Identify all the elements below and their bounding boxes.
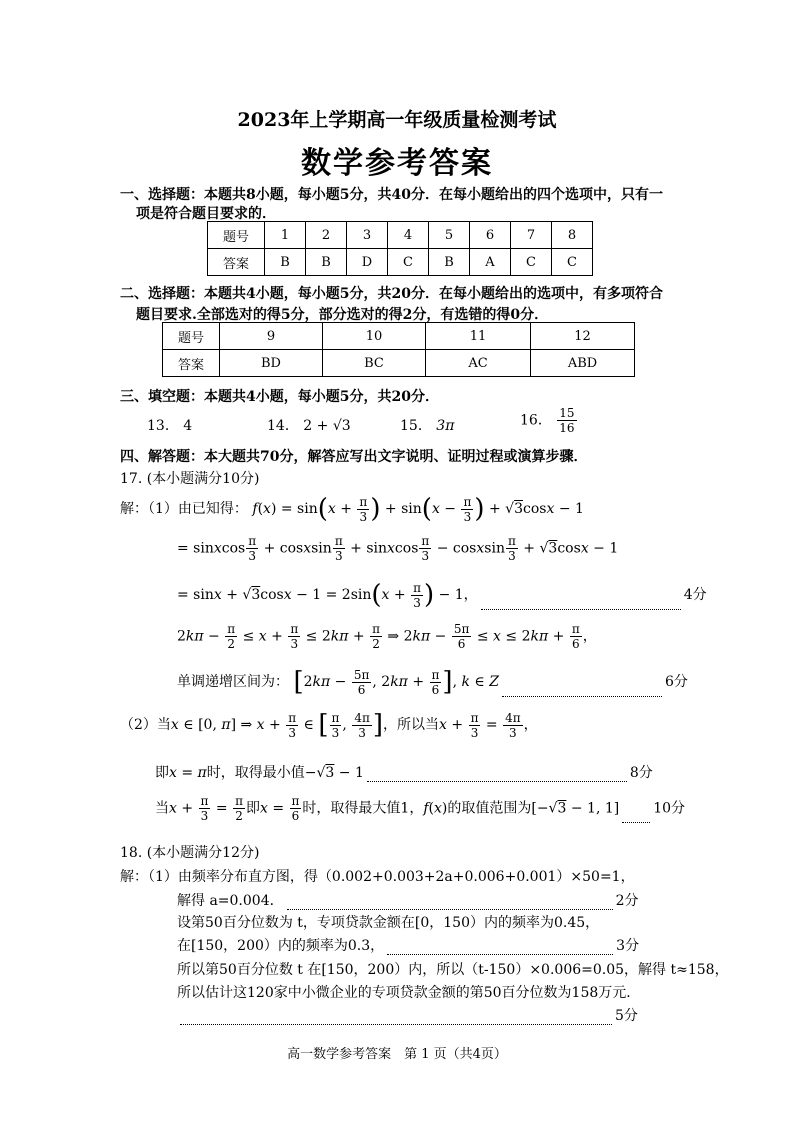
q18-line6: 所以估计这120家中小微企业的专项贷款金额的第50百分位数为158万元．	[177, 985, 641, 1001]
denominator: 16	[559, 421, 575, 435]
answer-cell: B	[265, 249, 306, 276]
answer-value: 2 + √3	[303, 418, 351, 434]
score-mark: 3分	[616, 938, 640, 954]
max-text: 时，取得最大值1，	[302, 800, 424, 817]
max-mid: 即	[245, 800, 260, 817]
answer-cell: C	[552, 249, 593, 276]
section1-heading: 一、选择题：本题共8小题，每小题5分，共40分．在每小题给出的四个选项中，只有一	[120, 187, 663, 203]
max-prefix: 当	[155, 800, 169, 817]
score-mark: 4分	[683, 587, 707, 603]
q17-header: 17. (本小题满分10分)	[120, 471, 260, 487]
table-row	[163, 350, 635, 377]
answer-cell: C	[511, 249, 552, 276]
answer-cell: D	[347, 249, 388, 276]
fill-answer-13	[147, 415, 192, 435]
section4-heading: 四、解答题：本大题共70分，解答应写出文字说明、证明过程或演算步骤．	[120, 449, 588, 465]
question-number: 4	[388, 222, 429, 249]
part2-prefix: （2）当	[120, 717, 171, 733]
score-mark: 6分	[664, 674, 688, 690]
table-header-cell: 答案	[163, 350, 220, 377]
interval-label: 单调递增区间为：	[177, 674, 289, 690]
question-number: 3	[347, 222, 388, 249]
page-footer: 高一数学参考答案 第 1 页（共4页）	[287, 1047, 507, 1062]
q18-line3: 设第50百分位数为 t，专项贷款金额在[0，150）内的频率为0.45，	[177, 915, 600, 931]
range-text: 的取值范围为	[447, 800, 532, 817]
table-header-cell: 答案	[208, 249, 265, 276]
table-header-cell: 题号	[208, 222, 265, 249]
so-when-text: ，所以当	[383, 717, 440, 733]
answer-fraction	[557, 406, 576, 435]
min-prefix: 即	[155, 765, 169, 781]
score-mark: 5分	[615, 1008, 638, 1024]
q17-line3: = sinx + √3cosx − 1 = 2sin(x + $\frac{\pi}{3}$ ) − 1， 4分	[177, 580, 707, 610]
q18-text: 在[150，200）内的频率为0.3，	[177, 938, 385, 954]
question-number: 12	[531, 323, 635, 350]
section1-heading-cont: 项是符合题目要求的．	[136, 206, 276, 222]
answer-value: 3π	[436, 418, 455, 434]
q17-line7: 即x = π时，取得最小值−√3 − 1 8分	[155, 765, 653, 781]
section3-heading: 三、填空题：本题共4小题，每小题5分，共20分．	[120, 389, 439, 405]
q18-line4	[177, 935, 639, 955]
answer-key-title: 数学参考答案	[301, 146, 493, 181]
exam-title: 2023年上学期高一年级质量检测考试	[237, 109, 557, 131]
answer-cell: A	[470, 249, 511, 276]
question-number: 10	[323, 323, 426, 350]
score-mark: 2分	[615, 893, 639, 909]
choice-answer-table	[207, 221, 593, 276]
fill-answer-14	[267, 415, 351, 435]
question-number: 16．	[520, 412, 552, 429]
q17-line8: 当x + $\frac{\pi}{3}$ = $\frac{\pi}{2}$ 即x = $\frac{\pi}{6}$ 时，取得最大值1，f(x)的取值范围为[−√3 − 1, 1] 10分	[155, 794, 686, 823]
question-number: 9	[220, 323, 323, 350]
q18-line5: 所以第50百分位数 t 在[150，200）内，所以（t-150）×0.006=0.05，解得 t≈158，	[177, 962, 729, 978]
table-row	[208, 222, 593, 249]
question-number: 8	[552, 222, 593, 249]
answer-cell: AC	[426, 350, 531, 377]
fill-answer-15	[400, 415, 454, 435]
q18-line1: 解：（1）由频率分布直方图，得（0.002+0.003+2a+0.006+0.001）×50=1，	[120, 869, 635, 885]
question-number: 7	[511, 222, 552, 249]
question-number: 14．	[267, 418, 299, 434]
numerator: 15	[559, 406, 575, 420]
q17-line6: （2）当x ∈ [0, π] ⇒ x + $\frac{\pi}{3}$ ∈ [ $\frac{\pi}{3}$ , $\frac{4\pi}{3}$ ]，所以当x + $\frac{\pi}{3}$ = $\frac{4\pi}{3}$ ，	[120, 710, 538, 740]
question-number: 15．	[400, 418, 432, 434]
q17-line5: 单调递增区间为： [2kπ − $\frac{5\pi}{6}$ , 2kπ + $\frac{\pi}{6}$ ], k ∈ Z 6分	[177, 667, 688, 697]
solution-prefix: 解：（1）由已知得：	[120, 501, 248, 517]
question-number: 1	[265, 222, 306, 249]
section2-heading: 二、选择题：本题共4小题，每小题5分，共20分．在每小题给出的选项中，有多项符合	[120, 286, 663, 302]
table-row	[163, 323, 635, 350]
fill-answer-16	[520, 406, 578, 435]
q17-line2: = sinxcos $\frac{\pi}{3}$ + cosxsin $\frac{\pi}{3}$ + sinxcos $\frac{\pi}{3}$ − cosxsin $\frac{\pi}{3}$ + √3cosx − 1	[177, 534, 619, 563]
q17-line4: 2kπ − $\frac{\pi}{2}$ ≤ x + $\frac{\pi}{3}$ ≤ 2kπ + $\frac{\pi}{2}$ ⇒ 2kπ − $\frac{5\pi}{6}$ ≤ x ≤ 2kπ + $\frac{\pi}{6}$ ，	[177, 622, 597, 651]
answer-cell: BD	[220, 350, 323, 377]
answer-cell: ABD	[531, 350, 635, 377]
question-number: 13．	[147, 418, 179, 434]
score-mark: 10分	[653, 800, 686, 817]
table-row	[208, 249, 593, 276]
min-text: 时，取得最小值	[206, 765, 305, 781]
section2-heading-cont: 题目要求.全部选对的得5分，部分选对的得2分，有选错的得0分．	[136, 307, 549, 323]
answer-cell: B	[306, 249, 347, 276]
score-mark: 8分	[629, 765, 653, 781]
multi-choice-answer-table	[162, 322, 635, 377]
table-header-cell: 题号	[163, 323, 220, 350]
question-number: 6	[470, 222, 511, 249]
question-number: 11	[426, 323, 531, 350]
q18-line7	[177, 1005, 638, 1025]
q18-text: 解得 a=0.004．	[177, 893, 284, 909]
answer-cell: C	[388, 249, 429, 276]
question-number: 2	[306, 222, 347, 249]
answer-cell: BC	[323, 350, 426, 377]
q17-line1: 解：（1）由已知得： f(x) = sin(x + $\frac{\pi}{3}$ ) + sin(x − $\frac{\pi}{3}$ ) + √3cosx − 1	[120, 494, 584, 524]
q18-line2	[177, 890, 639, 910]
answer-value: 4	[183, 418, 193, 434]
answer-cell: B	[429, 249, 470, 276]
q18-header: 18. (本小题满分12分)	[120, 845, 260, 861]
question-number: 5	[429, 222, 470, 249]
